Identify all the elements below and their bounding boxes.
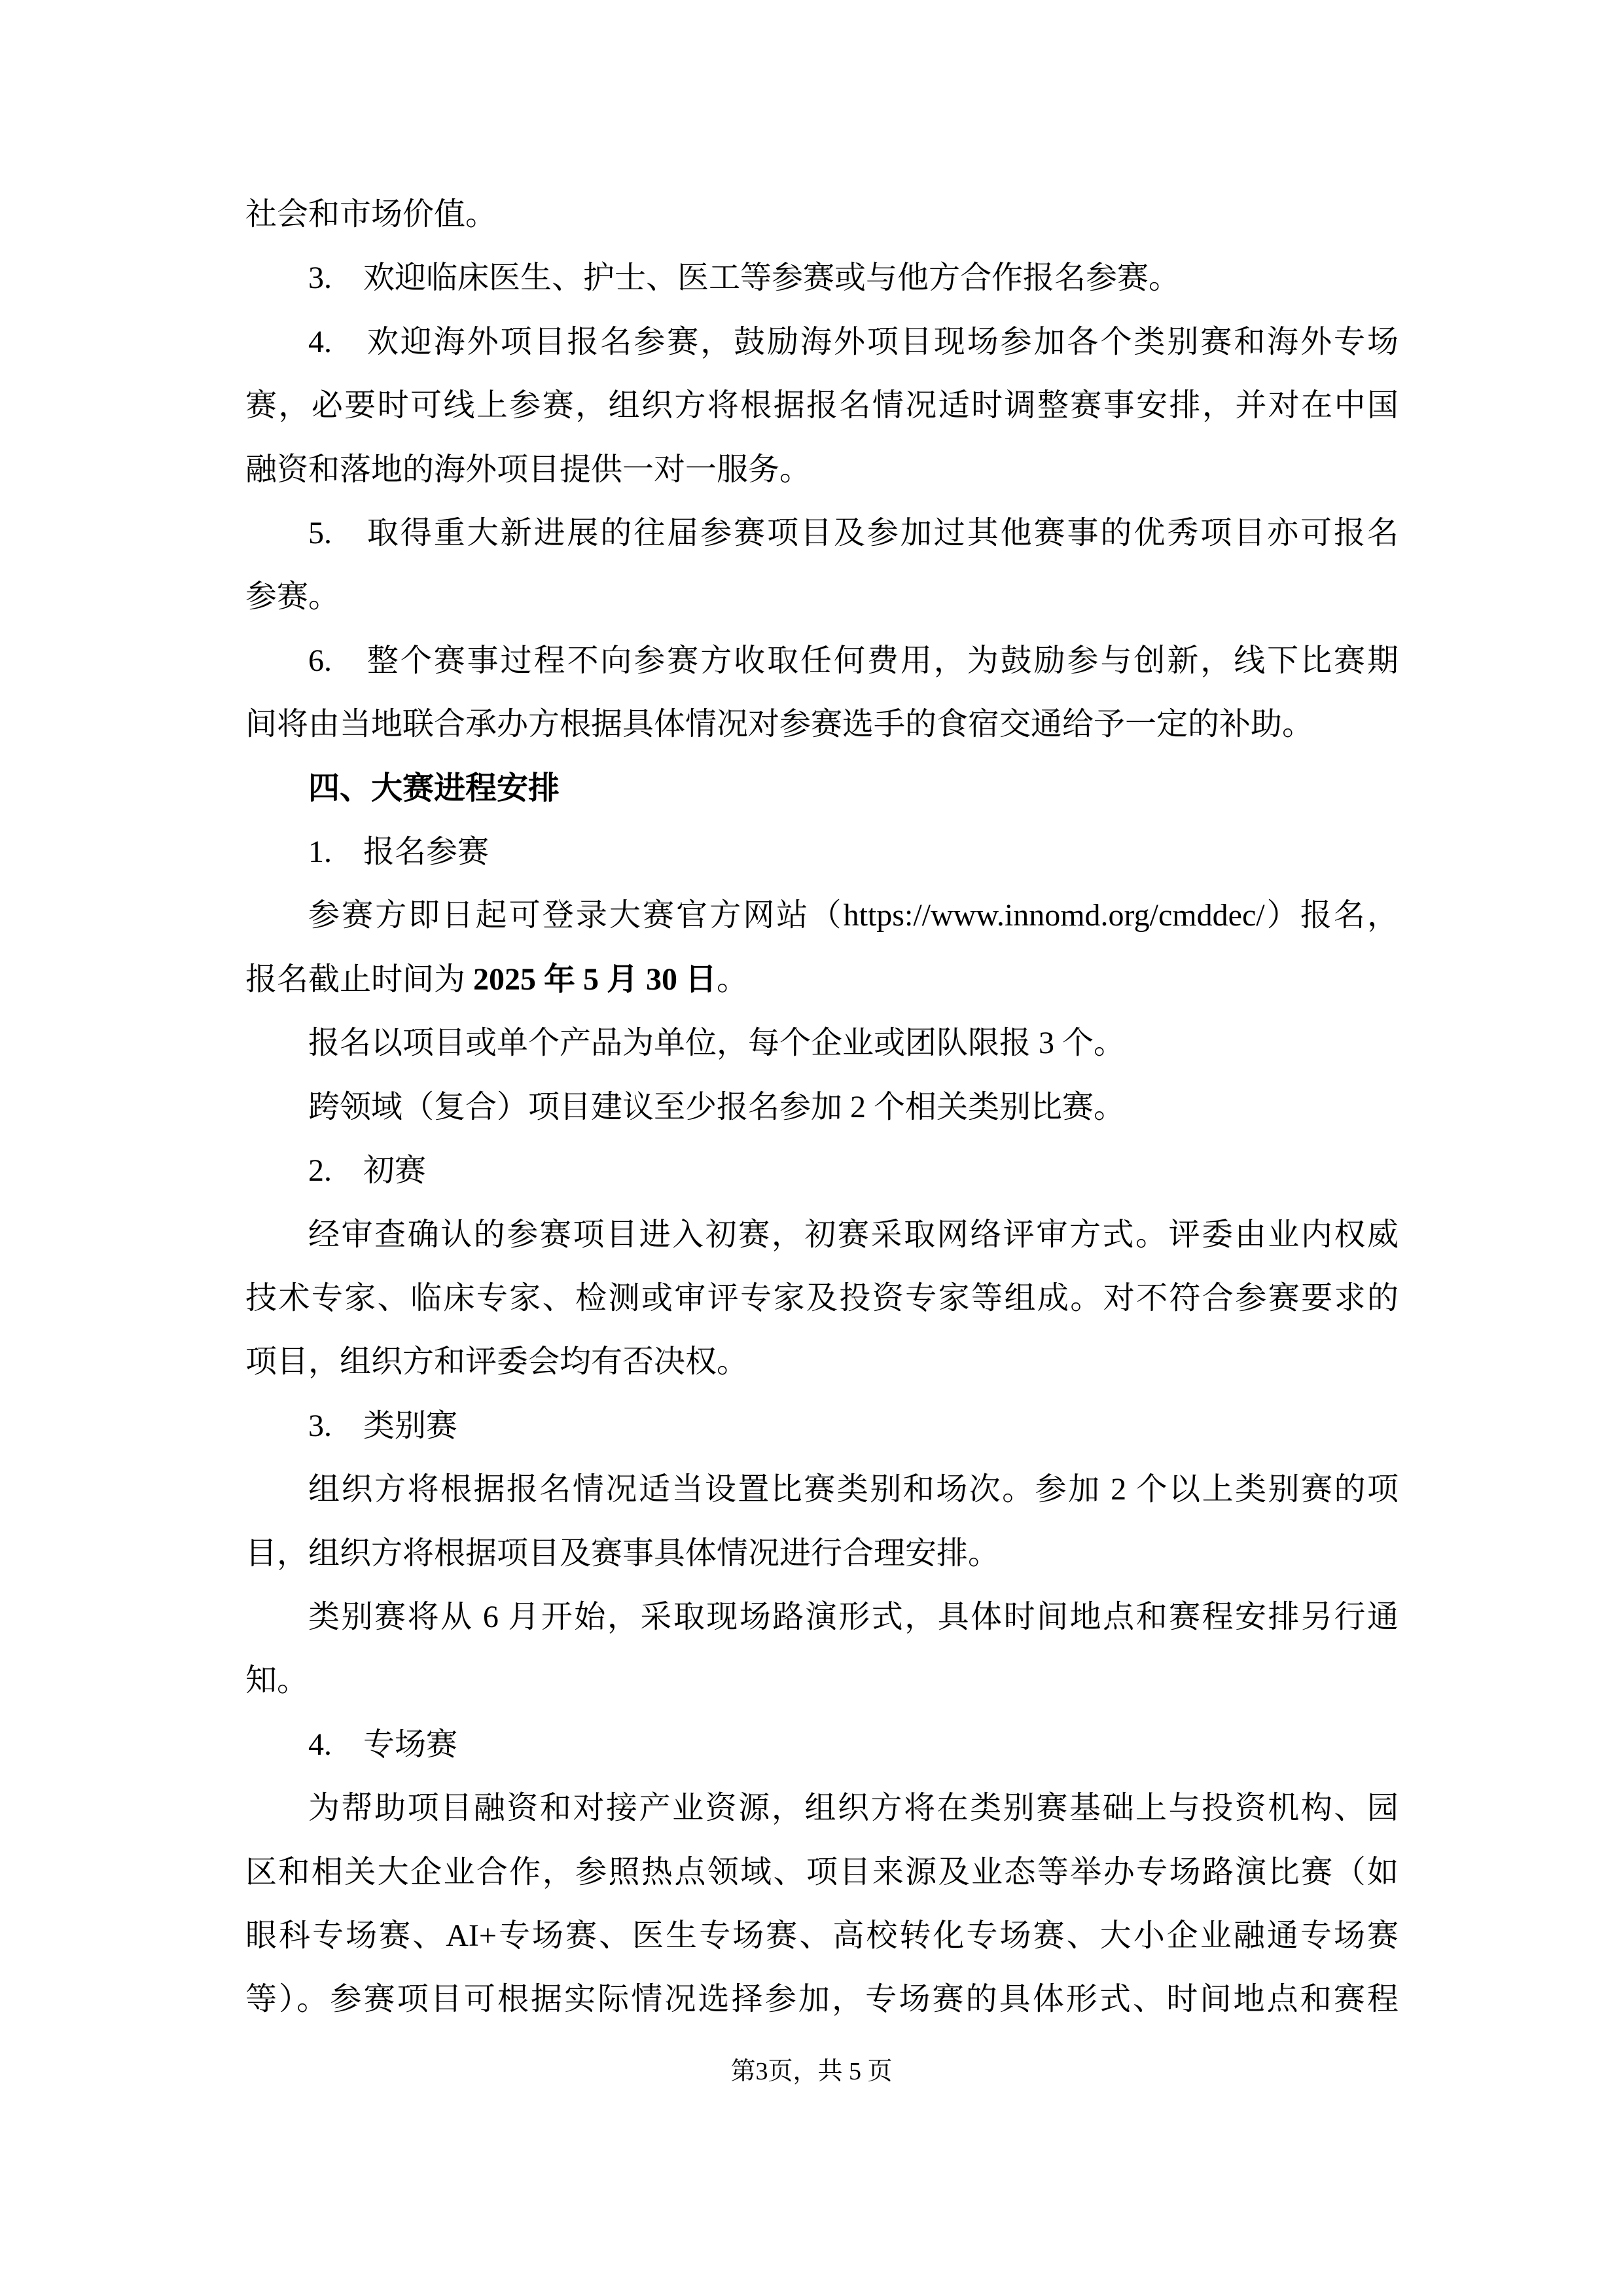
text-line: [245, 1649, 1399, 1712]
text-segment: 社会和市场价值。: [245, 197, 497, 232]
text-segment: 报名以项目或单个产品为单位，每个企业或团队限报 3 个。: [308, 1026, 1126, 1061]
text-segment: 报名截止时间为: [245, 961, 474, 997]
text-line: [245, 310, 1399, 374]
page-number: 第3页，共 5 页: [730, 2058, 893, 2085]
text-line: [245, 1394, 1399, 1458]
text-line: [245, 1075, 1399, 1139]
text-segment: 6. 整个赛事过程不向参赛方收取任何费用，为鼓励参与创新，线下比赛期: [308, 643, 1399, 678]
text-segment: 技术专家、临床专家、检测或审评专家及投资专家等组成。对不符合参赛要求的: [245, 1280, 1399, 1316]
text-segment: 项目，组织方和评委会均有否决权。: [245, 1344, 749, 1380]
text-segment: 等）。参赛项目可根据实际情况选择参加，专场赛的具体形式、时间地点和赛程: [245, 1982, 1399, 2017]
text-line: [245, 1967, 1399, 2031]
text-segment: 眼科专场赛、AI+专场赛、医生专场赛、高校转化专场赛、大小企业融通专场赛: [245, 1918, 1399, 1953]
text-line: [245, 1330, 1399, 1393]
text-line: [245, 1139, 1399, 1202]
text-line: [245, 1522, 1399, 1585]
text-segment: 跨领域（复合）项目建议至少报名参加 2 个相关类别比赛。: [308, 1089, 1126, 1124]
section-heading: [245, 757, 1399, 820]
text-line: [245, 501, 1399, 565]
text-line: [245, 820, 1399, 884]
text-segment: 3. 类别赛: [308, 1408, 458, 1443]
text-segment: 2025 年 5 月 30 日: [473, 961, 717, 997]
text-line: [245, 948, 1399, 1011]
text-segment: 类别赛将从 6 月开始，采取现场路演形式，具体时间地点和赛程安排另行通: [308, 1599, 1399, 1634]
text-line: [245, 183, 1399, 246]
text-line: [245, 629, 1399, 692]
text-line: [245, 1585, 1399, 1649]
text-segment: 四、大赛进程安排: [308, 770, 560, 806]
text-segment: 2. 初赛: [308, 1153, 427, 1189]
text-line: [245, 1904, 1399, 1967]
text-segment: 知。: [245, 1663, 309, 1698]
text-line: [245, 565, 1399, 628]
text-line: [245, 438, 1399, 501]
text-segment: 4. 欢迎海外项目报名参赛，鼓励海外项目现场参加各个类别赛和海外专场: [308, 324, 1399, 359]
text-segment: 1. 报名参赛: [308, 834, 490, 870]
text-line: [245, 692, 1399, 756]
text-segment: 区和相关大企业合作，参照热点领域、项目来源及业态等举办专场路演比赛（如: [245, 1854, 1399, 1890]
text-line: [245, 1458, 1399, 1521]
text-segment: 融资和落地的海外项目提供一对一服务。: [245, 452, 812, 487]
text-segment: 4. 专场赛: [308, 1727, 458, 1762]
text-segment: 目，组织方将根据项目及赛事具体情况进行合理安排。: [245, 1535, 1000, 1571]
text-line: [245, 246, 1399, 310]
text-segment: 间将由当地联合承办方根据具体情况对参赛选手的食宿交通给予一定的补助。: [245, 707, 1314, 742]
text-line: [245, 1840, 1399, 1904]
document-body: [245, 183, 1399, 2032]
text-line: [245, 1266, 1399, 1330]
text-line: [245, 1713, 1399, 1776]
text-segment: 为帮助项目融资和对接产业资源，组织方将在类别赛基础上与投资机构、园: [308, 1791, 1399, 1826]
text-line: [245, 884, 1399, 947]
text-segment: 参赛方即日起可登录大赛官方网站（https://www.innomd.org/cmddec/）报名，: [308, 898, 1399, 933]
text-line: [245, 1011, 1399, 1075]
text-segment: 赛，必要时可线上参赛，组织方将根据报名情况适时调整赛事安排，并对在中国: [245, 388, 1399, 423]
text-line: [245, 1203, 1399, 1266]
text-segment: 参赛。: [245, 579, 340, 615]
text-segment: 。: [717, 961, 749, 997]
page-footer: [0, 2053, 1623, 2090]
text-segment: 经审查确认的参赛项目进入初赛，初赛采取网络评审方式。评委由业内权威: [308, 1217, 1399, 1252]
text-segment: 5. 取得重大新进展的往届参赛项目及参加过其他赛事的优秀项目亦可报名: [308, 516, 1399, 551]
text-segment: 组织方将根据报名情况适当设置比赛类别和场次。参加 2 个以上类别赛的项: [308, 1472, 1399, 1507]
text-segment: 3. 欢迎临床医生、护士、医工等参赛或与他方合作报名参赛。: [308, 260, 1181, 296]
text-line: [245, 374, 1399, 437]
text-line: [245, 1776, 1399, 1840]
